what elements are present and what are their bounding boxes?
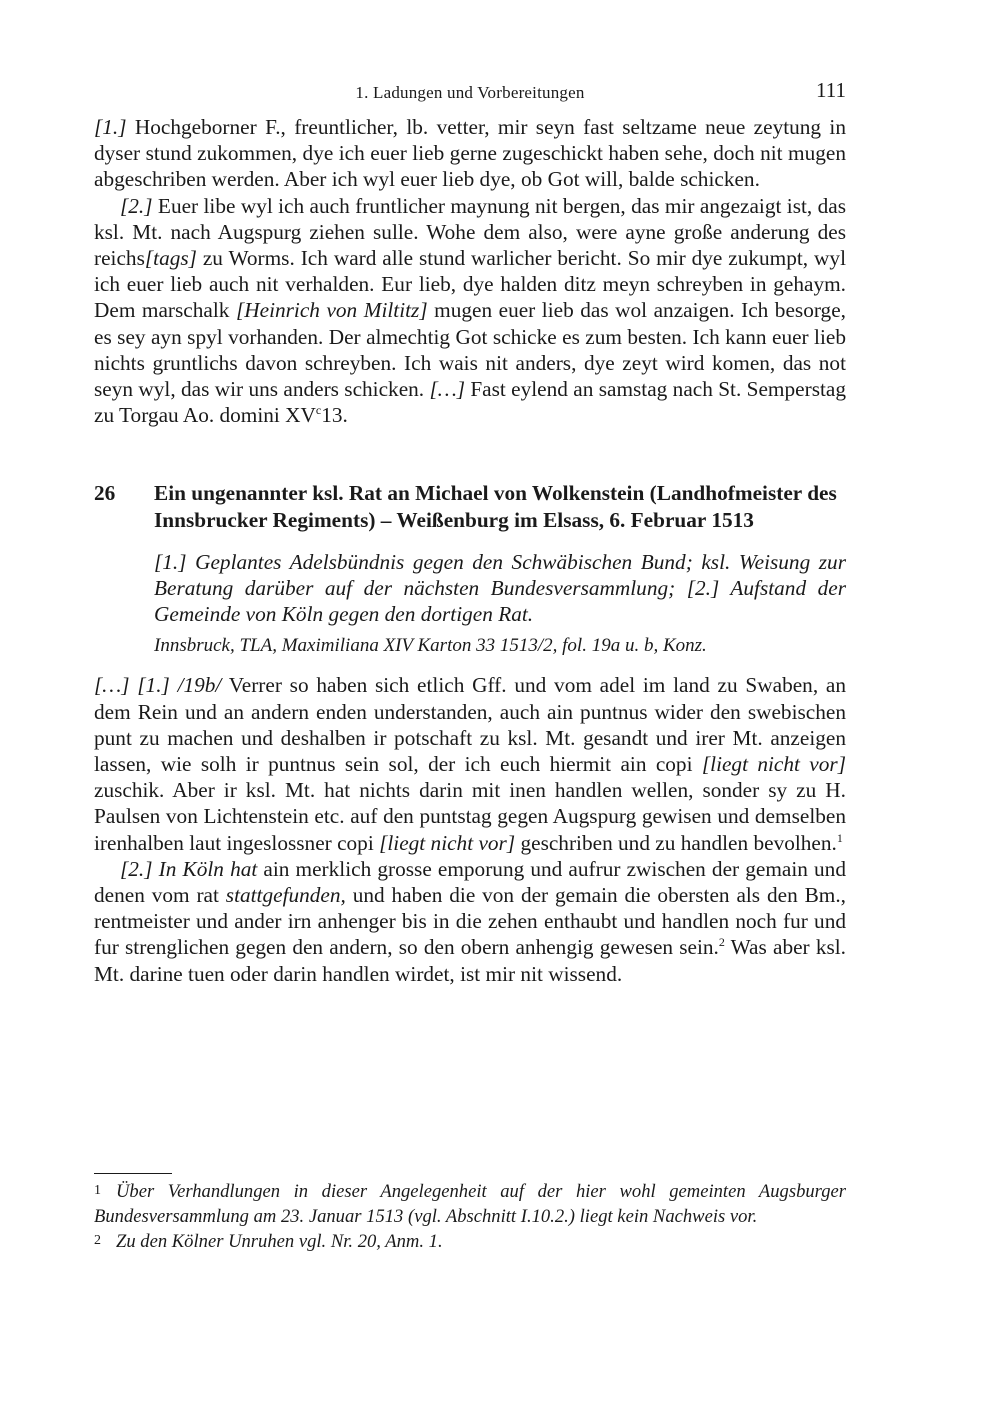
paragraph-text: Verrer so haben sich etlich Gff. und vom adel im land zu Swaben, an dem Rein und an andern enden understanden, auch ain puntnus wider den swebischen punt zu machen und deshalben ir potschaft zu ksl. Mt. gesandt und irer Mt. anzeigen lassen, wie solh ir puntnus sein sol, der ich euch hiermit ain copi xyxy=(94,673,846,777)
paragraph-text: Fast eylend an samstag nach St. Semperstag zu Torgau Ao. domini XV xyxy=(94,377,846,428)
footnote-ref-1[interactable]: 1 xyxy=(836,830,843,845)
doc-paragraph-1 xyxy=(94,672,846,855)
doc-paragraph-2 xyxy=(94,856,846,987)
superscript: c xyxy=(315,403,322,418)
paragraph-text: geschriben und zu handlen bevolhen. xyxy=(515,830,837,855)
footnote-text: Über Verhandlungen in dieser Angelegenheit auf der hier wohl gemeinten Augsburger Bundesversammlung am 23. Januar 1513 (vgl. Abschnitt I.10.2.) liegt kein Nachweis vor. xyxy=(94,1181,846,1227)
prev-doc-paragraph-1 xyxy=(94,114,846,193)
paragraph-text: Was aber ksl. Mt. darine tuen oder darin handlen wirdet, ist mir nit wissend. xyxy=(94,935,846,986)
paragraph-text: zuschik. Aber ir ksl. Mt. hat nichts darin mit inen handlen wellen, sonder sy zu H. Paulsen von Lichtenstein etc. auf den puntstag gegen Augspurg gewisen und demselben irenhalben laut ingeslossner copi xyxy=(94,778,846,855)
section-marker: [2.] xyxy=(120,193,153,218)
running-head: 1. Ladungen und Vorbereitungen xyxy=(355,83,585,102)
paragraph-text: 13. xyxy=(321,403,348,428)
editorial-note: [liegt nicht vor] xyxy=(379,830,516,855)
document-number: 26 xyxy=(94,481,116,506)
footnote-ref-2[interactable]: 2 xyxy=(718,935,725,950)
page xyxy=(94,78,846,987)
editorial-note: [Heinrich von Miltitz] xyxy=(235,298,428,323)
document-title: Ein ungenannter ksl. Rat an Michael von Wolkenstein (Landhofmeister des Innsbrucker Regiments) – Weißenburg im Elsass, 6. Februar 1513 xyxy=(154,481,837,532)
editorial-note: […] xyxy=(429,377,465,402)
page-number: 111 xyxy=(816,78,846,102)
footnote-rule xyxy=(94,1173,172,1174)
document-body xyxy=(94,672,846,986)
footnote-2 xyxy=(94,1229,846,1255)
editorial-note: [liegt nicht vor] xyxy=(701,752,846,777)
paragraph-text: ain merklich grosse emporung und aufrur zwischen der gemain und denen vom rat xyxy=(94,856,846,908)
paragraph-text: Euer libe wyl ich auch fruntlicher maynung nit bergen, das mir angezaigt ist, das ksl. Mt. nach Augspurg ziehen sulle. Wohe dem also, were ayne große anderung des reichs xyxy=(94,193,846,271)
section-marker: [2.] In Köln hat xyxy=(120,856,258,881)
document-source: Innsbruck, TLA, Maximiliana XIV Karton 33 1513/2, fol. 19a u. b, Konz. xyxy=(154,635,707,657)
document-heading xyxy=(94,480,846,532)
footnotes xyxy=(94,1179,846,1255)
footnote-text: Zu den Kölner Unruhen vgl. Nr. 20, Anm. 1. xyxy=(116,1231,443,1252)
section-marker: […] [1.] /19b/ xyxy=(94,673,222,698)
paragraph-text: und haben die von der gemain die obersten als den Bm., rentmeister und ander irn anhenger bis in die zehen enthaubt und handlen noch fur und fur strenglichen gegen den andern, so den obern anhengig gewesen sein. xyxy=(94,883,846,960)
paragraph-text: Hochgeborner F., freuntlicher, lb. vetter, mir seyn fast seltzame neue zeytung in dyser stund zukommen, dye ich euer lieb gerne zugeschickt haben sehe, doch nit mugen abgeschriben werden. Aber ich wyl euer lieb dye, ob Got will, balde schicken. xyxy=(94,115,846,192)
document-summary: [1.] Geplantes Adelsbündnis gegen den Schwäbischen Bund; ksl. Weisung zur Beratung darüber auf der nächsten Bundesversammlung; [2.] Aufstand der Gemeinde von Köln gegen den dortigen Rat. xyxy=(154,549,846,627)
footnote-1 xyxy=(94,1179,846,1229)
editorial-note: [tags] xyxy=(144,246,197,271)
paragraph-text: mugen euer lieb das wol anzaigen. Ich besorge, es sey ayn spyl vorhanden. Der almechtig Got schicke es zum besten. Ich kann euer lieb nichts gruntlichs davon schreyben. Ich wais nit anders, dye zeyt wird komen, das not seyn wyl, das wir uns anders schicken. xyxy=(94,298,846,402)
footnote-mark: 2 xyxy=(94,1233,101,1248)
paragraph-text: zu Worms. Ich ward alle stund warlicher bericht. So mir dye zukumpt, wyl ich euer lieb auch nit verhalden. Eur lieb, dye halden ditz meyn schreyben in gehaym. Dem marschalk xyxy=(94,246,846,323)
footnote-mark: 1 xyxy=(94,1183,101,1198)
section-marker: [1.] xyxy=(94,115,127,139)
editorial-note: stattgefunden, xyxy=(225,883,346,908)
prev-doc-paragraph-2 xyxy=(94,193,846,429)
page-header xyxy=(94,78,846,114)
